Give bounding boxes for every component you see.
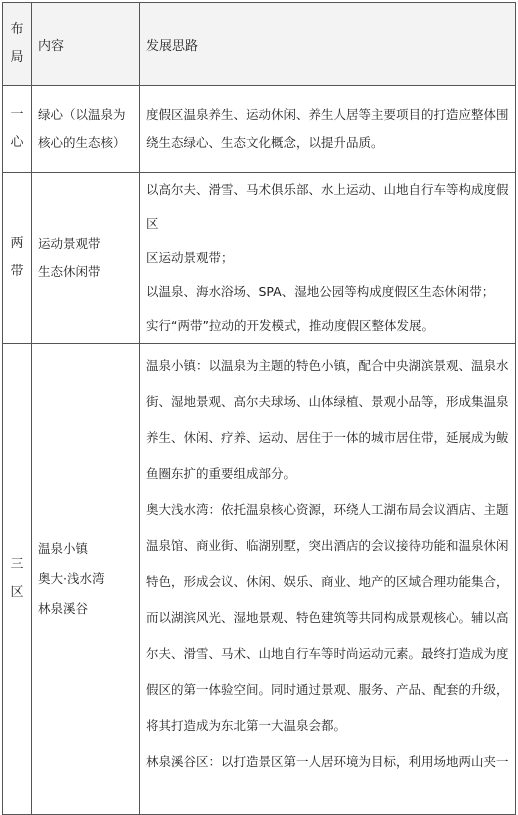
row-idea-cell bbox=[140, 344, 516, 815]
content-line: 林泉溪谷 bbox=[38, 601, 89, 616]
idea-line: 温泉小镇：以温泉为主题的特色小镇，配合中央湖滨景观、温泉水 bbox=[146, 358, 509, 373]
idea-line: 林泉溪谷区：以打造景区第一人居环境为目标，利用场地两山夹一 bbox=[146, 754, 509, 769]
table-row bbox=[3, 86, 516, 173]
row-layout-label: 三区 bbox=[10, 557, 24, 600]
row-content-cell bbox=[32, 86, 140, 173]
idea-line: 区运动景观带； bbox=[146, 250, 234, 265]
header-cell-idea bbox=[140, 3, 516, 86]
idea-line: 街、湿地景观、高尔夫球场、山体绿植、景观小品等，形成集温泉 bbox=[146, 394, 509, 409]
idea-line: 养生、休闲、疗养、运动、居住于一体的城市居住带，延展成为鲅 bbox=[146, 430, 509, 445]
idea-line: 将其打造成为东北第一大温泉会都。 bbox=[146, 718, 347, 733]
table-header-row bbox=[3, 3, 516, 86]
idea-line: 实行“两带”拉动的开发模式，推动度假区整体发展。 bbox=[146, 318, 434, 333]
content-line: 绿心（以温泉为 bbox=[38, 107, 126, 122]
idea-line: 绕生态绿心、生态文化概念，以提升品质。 bbox=[146, 135, 384, 150]
idea-line: 尔夫、滑雪、马术、山地自行车等时尚运动元素。最终打造成为度 bbox=[146, 646, 509, 661]
header-idea-label: 发展思路 bbox=[146, 38, 199, 54]
header-cell-content bbox=[32, 3, 140, 86]
idea-line: 以温泉、海水浴场、SPA、湿地公园等构成度假区生态休闲带； bbox=[146, 284, 495, 299]
idea-line: 温泉馆、商业街、临湖别墅，突出酒店的会议接待功能和温泉休闲 bbox=[146, 538, 509, 553]
idea-line: 奥大浅水湾：依托温泉核心资源，环绕人工湖布局会议酒店、主题 bbox=[146, 502, 509, 517]
content-line: 生态休闲带 bbox=[38, 264, 101, 279]
idea-line: 以高尔夫、滑雪、马术俱乐部、水上运动、山地自行车等构成度假区 bbox=[146, 182, 509, 231]
content-line: 奥大·浅水湾 bbox=[38, 571, 105, 586]
row-layout-cell bbox=[3, 86, 32, 173]
row-content-cell bbox=[32, 344, 140, 815]
row-idea-cell bbox=[140, 86, 516, 173]
idea-line: 度假区温泉养生、运动休闲、养生人居等主要项目的打造应整体围 bbox=[146, 107, 509, 122]
row-layout-cell bbox=[3, 173, 32, 344]
row-layout-cell bbox=[3, 344, 32, 815]
table-row bbox=[3, 173, 516, 344]
header-layout-label: 布局 bbox=[10, 22, 24, 65]
row-layout-label: 一心 bbox=[10, 107, 24, 150]
row-content-cell bbox=[32, 173, 140, 344]
table-row bbox=[3, 344, 516, 815]
layout-table bbox=[2, 2, 516, 815]
header-content-label: 内容 bbox=[38, 38, 65, 54]
idea-line: 特色，形成会议、休闲、娱乐、商业、地产的区域合理功能集合， bbox=[146, 574, 509, 589]
content-line: 运动景观带 bbox=[38, 236, 101, 251]
header-cell-layout bbox=[3, 3, 32, 86]
row-idea-cell bbox=[140, 173, 516, 344]
idea-line: 鱼圈东扩的重要组成部分。 bbox=[146, 466, 297, 481]
row-layout-label: 两带 bbox=[10, 236, 24, 279]
idea-line: 而以湖滨风光、湿地景观、特色建筑等共同构成景观核心。辅以高 bbox=[146, 610, 509, 625]
content-line: 核心的生态核） bbox=[38, 135, 126, 150]
content-line: 温泉小镇 bbox=[38, 541, 89, 556]
idea-line: 假区的第一体验空间。同时通过景观、服务、产品、配套的升级， bbox=[146, 682, 509, 697]
